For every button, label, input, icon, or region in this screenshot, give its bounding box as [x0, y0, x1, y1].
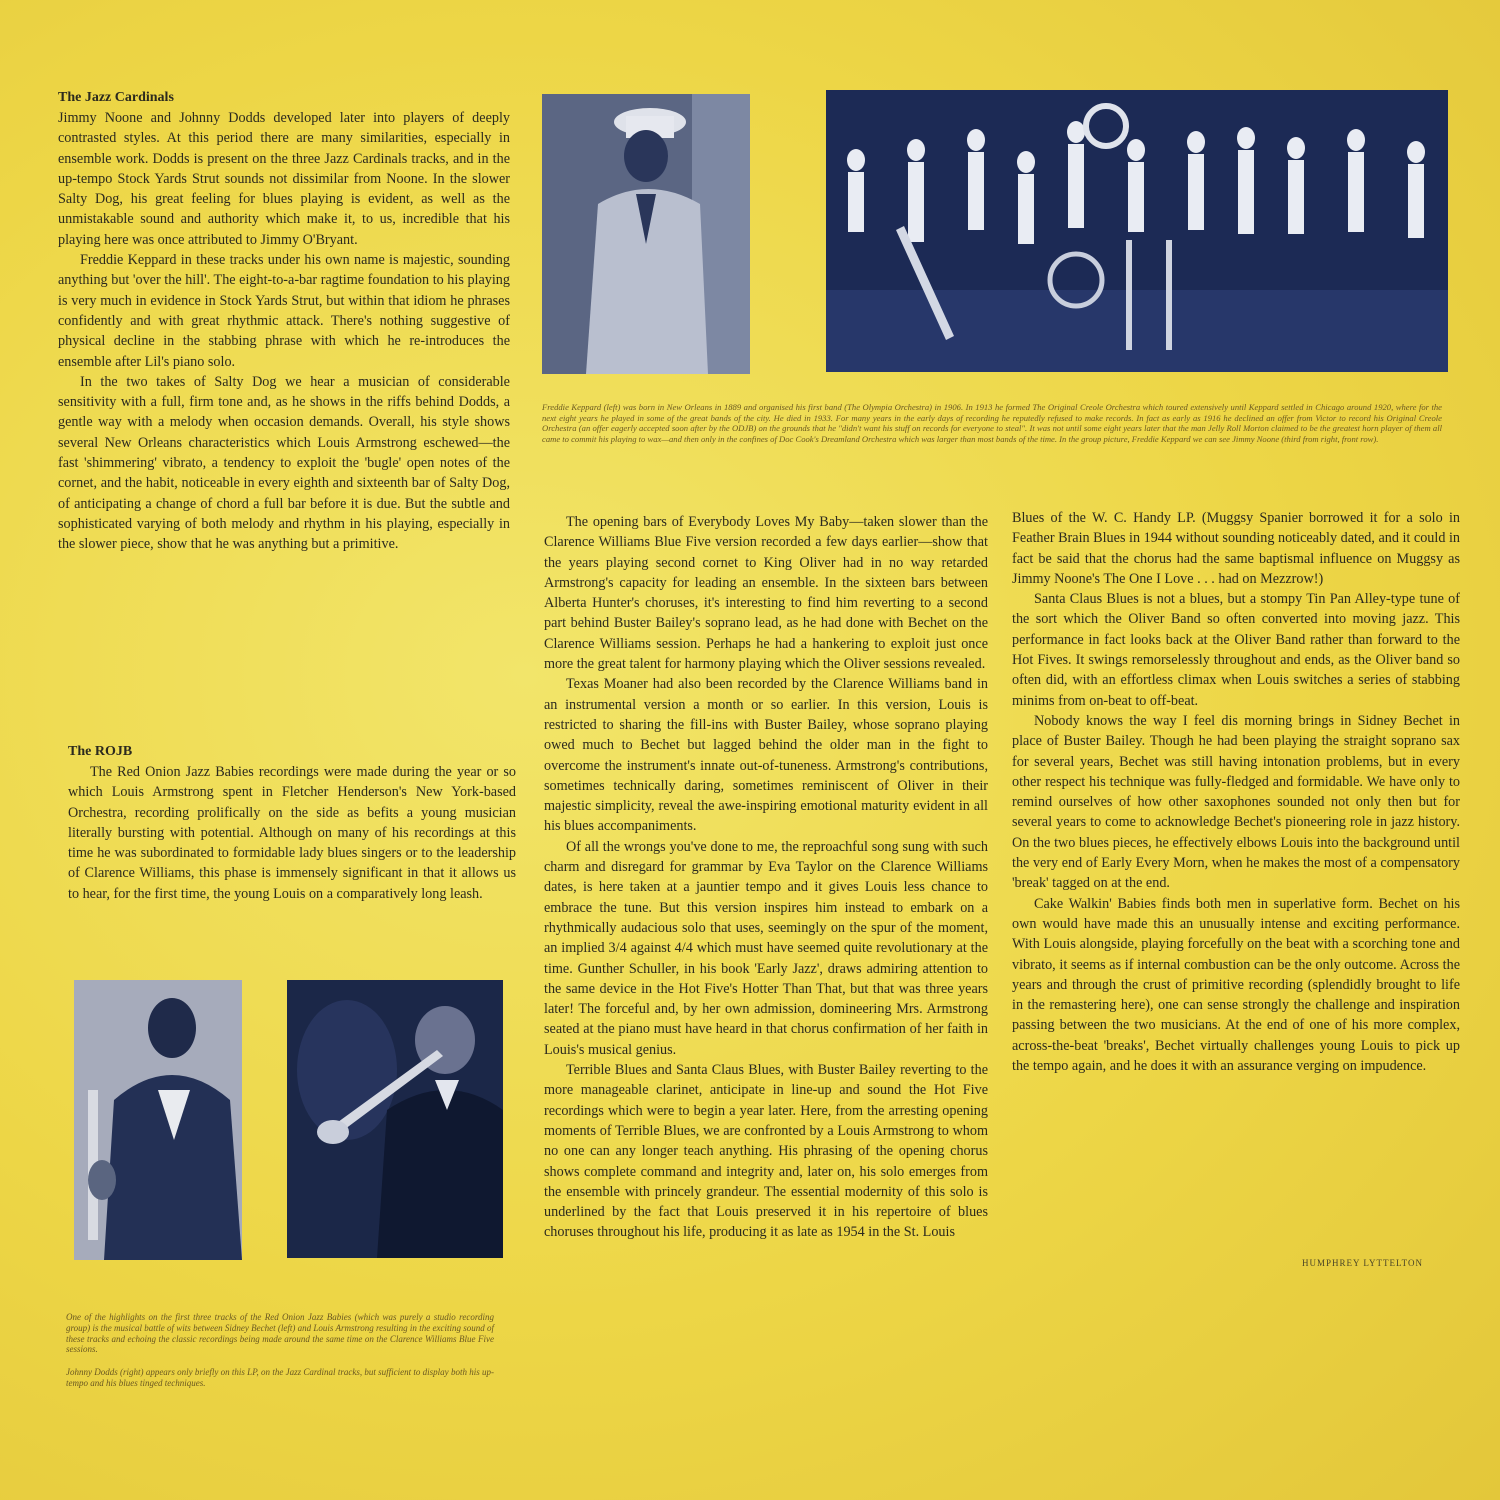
section-heading-jazz-cardinals: The Jazz Cardinals [58, 90, 174, 105]
paragraph: Texas Moaner had also been recorded by the Clarence Williams band in an instrumental version a month or so earlier. In this version, Louis is restricted to sharing the fill-ins with Buster Bailey, whose soprano playing owed much to Bechet but lagged behind the older man in the fight to overcome the instrument's innate out-of-tuneness. Armstrong's contributions, sometimes technically daring, sometimes reminiscent of Oliver in their majestic simplicity, reveal the awe-inspiring emotional maturity evident in all his blues accompaniments. [544, 676, 988, 835]
photo-sidney-bechet [74, 980, 242, 1260]
photo-band-group [826, 90, 1448, 372]
paragraph: The opening bars of Everybody Loves My Baby—taken slower than the Clarence Williams Blue Five version recorded a few days earlier—show that the years playing second cornet to King Oliver had in no way retarded Armstrong's capacity for leading an ensemble. In the sixteen bars between Alberta Hunter's choruses, it's interesting to find him reverting to a second part behind Buster Bailey's soprano lead, as he had done with Bechet on the Clarence Williams session. Perhaps he had a hankering to exploit just once more the great talent for harmony playing which the Oliver sessions revealed. [544, 514, 988, 673]
paragraph: The Red Onion Jazz Babies recordings were made during the year or so which Louis Armstrong spent in Fletcher Henderson's New York-based Orchestra, recording prolifically on the side as befits a young musician literally bursting with potential. Although on many of his recordings at this time he was subordinated to formidable lady blues singers or to the leadership of Clarence Williams, this phase is immensely significant in that it allows us to hear, for the first time, the young Louis on a comparatively long leash. [68, 764, 516, 902]
paragraph: Freddie Keppard in these tracks under his own name is majestic, sounding anything but 'over the hill'. The eight-to-a-bar ragtime foundation to his playing is very much in evidence in Stock Yards Strut, but within that idiom he phrases confidently and with great rhythmic attack. There's nothing suggestive of physical decline in the stabbing phrase with which he re-introduces the ensemble after Lil's piano solo. [58, 252, 510, 370]
caption-text: Johnny Dodds (right) appears only briefly on this LP, on the Jazz Cardinal tracks, but sufficient to display both his up-tempo and his blues tinged techniques. [66, 1367, 494, 1388]
paragraph: Blues of the W. C. Handy LP. (Muggsy Spanier borrowed it for a solo in Feather Brain Blues in 1944 without sounding noticeably dated, and it could in fact be said that the chorus had the same baptismal influence on Muggsy as Jimmy Noone's The One I Love . . . had on Mezzrow!) [1012, 510, 1461, 587]
section-heading-rojb: The ROJB [68, 744, 133, 759]
caption-text: Freddie Keppard (left) was born in New Orleans in 1889 and organised his first band (The Olympia Orchestra) in 1906. In 1913 he formed The Original Creole Orchestra which toured extensively until Keppard settled in Chicago around 1920, where for the next eight years he played in some of the great bands of the city. He died in 1933. For many years in the early days of recording he reputedly refused to make records. In fact as early as 1916 he declined an offer from Victor to record his Original Creole Orchestra (an offer eagerly accepted soon after by the ODJB) on the grounds that he "didn't want his stuff on records for everyone to steal". It was not until some eight years later that the man Jelly Roll Morton claimed to be the greatest horn player of them all came to commit his playing to wax—and then only in the confines of Doc Cook's Dreamland Orchestra which was larger than most bands of the time. In the group picture, Freddie Keppard we can see Jimmy Noone (third from right, front row). [542, 402, 1442, 444]
column-middle [544, 512, 988, 1243]
paragraph: Nobody knows the way I feel dis morning brings in Sidney Bechet in place of Buster Bailey. Though he had been playing the straight soprano sax for several years, Bechet was still having intonation problems, but in every other respect his technique was fully-fledged and formidable. We have only to remind ourselves of how other saxophones sounded not only then but for several years to come to acknowledge Bechet's pioneering role in jazz history. On the two blues pieces, he effectively elbows Louis into the background until the very end of Early Every Morn, when he makes the most of a compensatory 'break' tagged on at the end. [1012, 712, 1460, 892]
paragraph: Santa Claus Blues is not a blues, but a stompy Tin Pan Alley-type tune of the sort which the Oliver Band so often converted into moving jazz. This performance in fact looks back at the Oliver Band rather than forward to the Hot Fives. It swings remorselessly throughout and ends, as the Oliver band so often did, with an effortless climax when Louis switches a series of stabbing minims from on-beat to off-beat. [1012, 591, 1460, 709]
photo-louis-armstrong [287, 980, 503, 1258]
caption-bottom-left [66, 1312, 494, 1401]
column-left-top [58, 88, 510, 555]
photo-freddie-keppard [542, 94, 750, 374]
paragraph: Terrible Blues and Santa Claus Blues, with Buster Bailey reverting to the more manageable clarinet, anticipate in line-up and sound the Hot Five recordings which were to begin a year later. Here, from the arresting opening moments of Terrible Blues, we are confronted by a Louis Armstrong to whom no one can any longer teach anything. His phrasing of the opening chorus shows complete command and integrity and, later on, his solo emerges from the ensemble with princely grandeur. The essential modernity of this solo is underlined by the fact that Louis preserved it in his repertoire of blues choruses throughout his life, producing it as late as 1954 in the St. Louis [544, 1062, 988, 1241]
column-left-bottom [68, 742, 516, 904]
author-signature: HUMPHREY LYTTELTON [1302, 1258, 1424, 1268]
caption-top-right [542, 402, 1442, 456]
column-right [1012, 508, 1460, 1076]
caption-text: One of the highlights on the first three tracks of the Red Onion Jazz Babies (which was purely a studio recording group) is the musical battle of wits between Sidney Bechet (left) and Louis Armstrong resulting in the exciting sound of these tracks and echoing the classic recordings being made around the same time on the Clarence Williams Blue Five sessions. [66, 1312, 494, 1355]
paragraph: Jimmy Noone and Johnny Dodds developed later into players of deeply contrasted styles. At this period there are many similarities, especially in ensemble work. Dodds is present on the three Jazz Cardinals tracks, and in the up-tempo Stock Yards Strut sounds not dissimilar from Noone. In the slower Salty Dog, his great feeling for blues playing is evident, as well as the unmistakable sound and authority which make it, to us, incredible that his playing here was once attributed to Jimmy O'Bryant. [58, 110, 510, 248]
paragraph: Cake Walkin' Babies finds both men in superlative form. Bechet on his own would have made this an unusually intense and exciting performance. With Louis alongside, playing forcefully on the beat with a scorching tone and vibrato, it seems as if internal combustion can be the only outcome. Across the years and through the crust of primitive recording (splendidly brought to life in the remastering here), one can sense strongly the challenge and inspiration passing between the two musicians. At the end of one of his more complex, across-the-beat 'breaks', Bechet virtually challenges young Louis to pick up the tempo again, and he does it with an assurance verging on impudence. [1012, 895, 1460, 1075]
paragraph: Of all the wrongs you've done to me, the reproachful song sung with such charm and disregard for grammar by Eva Taylor on the Clarence Williams dates, is here taken at a jauntier tempo and it gives Louis less chance to embrace the tune. But this version inspires him instead to embark on a rhythmically audacious solo that uses, seemingly on the spur of the moment, an implied 3/4 against 4/4 which must have seemed quite revolutionary at the time. Gunther Schuller, in his book 'Early Jazz', draws admiring attention to the same device in the Hot Five's Hotter Than That, but that was three years later! The forceful and, by her own admission, domineering Mrs. Armstrong seated at the piano must have heard in that chorus confirmation of her faith in Louis's musical genius. [544, 838, 988, 1058]
paragraph: In the two takes of Salty Dog we hear a musician of considerable sensitivity with a full, firm tone and, as he shows in the riffs behind Dodds, a gentle way with a melody when occasion demands. Overall, his style shows several New Orleans characteristics which Louis Armstrong eschewed—the fast 'shimmering' vibrato, a tendency to exploit the 'bugle' open notes of the cornet, and the habit, noticeable in every eighth and sixteenth bar of Salty Dog, of anticipating a change of chord a full bar before it is due. But the subtle and sophisticated varying of both melody and rhythm in his playing, especially in the slower piece, show that he was anything but a primitive. [58, 373, 510, 553]
